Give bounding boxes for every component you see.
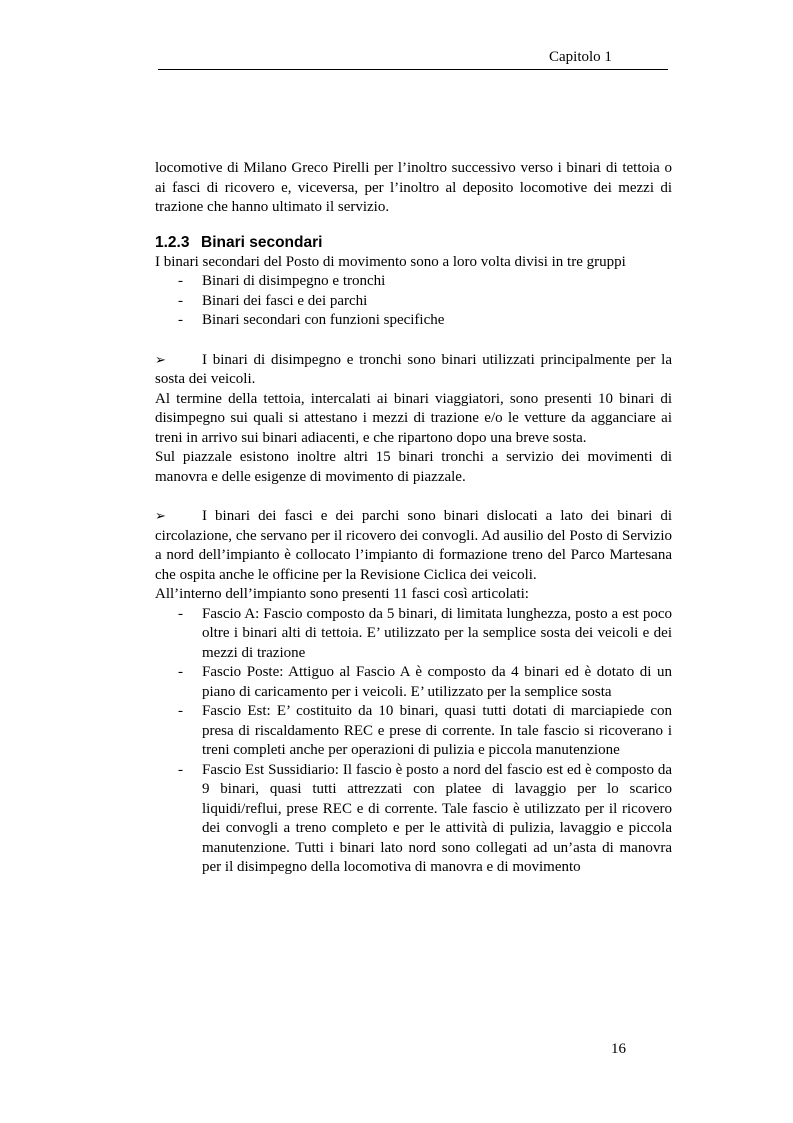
list-item <box>155 311 672 331</box>
list-item <box>155 272 672 292</box>
list-item-text: Fascio A: Fascio composto da 5 binari, di limitata lunghezza, posto a est poco oltre i binari alti di tettoia. E’ utilizzato per la semplice sosta dei veicoli e dei mezzi di trazione <box>202 605 672 661</box>
dash-bullet: - <box>178 664 183 680</box>
dash-bullet: - <box>178 292 183 309</box>
groups-list <box>155 272 672 331</box>
spacer <box>155 331 672 351</box>
block2-paragraph-2: All’interno dell’impianto sono presenti 11 fasci così articolati: <box>155 586 529 602</box>
block1-paragraph-2: Al termine della tettoia, intercalati ai binari viaggiatori, sono presenti 10 binari di disimpegno sui quali si attestano i mezzi di trazione e/o le vetture da agganciare ai treni in arrivo sui binari adiacenti, e che ripartono dopo una breve sosta. <box>155 390 672 446</box>
list-item-text: Fascio Est Sussidiario: Il fascio è posto a nord del fascio est ed è composto da 9 binari, quasi tutti attrezzati con platee di lavaggio per lo scarico liquidi/reflui, prese REC e di corrente. Tale fascio è utilizzato per il ricovero dei convogli a treno completo e per le attività di pulizia, lavaggio e piccola manutenzione. Tutti i binari lato nord sono collegati ad un’asta di manovra per il disimpegno della locomotiva di manovra e di movimento <box>202 761 672 875</box>
dash-bullet: - <box>178 273 183 289</box>
list-item-text: Fascio Est: E’ costituito da 10 binari, quasi tutti dotati di marciapiede con presa di riscaldamento REC e prese di corrente. In tale fascio si ricoverano i treni completi anche per operazioni di pulizia e piccola manutenzione <box>202 703 672 758</box>
block1-paragraph-3: Sul piazzale esistono inoltre altri 15 binari tronchi a servizio dei movimenti di manovra e delle esigenze di movimento di piazzale. <box>155 449 672 485</box>
dash-bullet: - <box>178 703 183 719</box>
fasci-list <box>155 605 672 878</box>
running-head-chapter: Capitolo 1 <box>549 49 612 65</box>
dash-bullet: - <box>178 605 183 622</box>
list-item-text: Binari dei fasci e dei parchi <box>202 292 368 309</box>
dash-bullet: - <box>178 312 183 328</box>
section-title: Binari secondari <box>201 233 323 251</box>
list-item-text: Fascio Poste: Attiguo al Fascio A è composto da 4 binari ed è dotato di un piano di caricamento per i veicoli. E’ utilizzato per la semplice sosta <box>202 664 672 700</box>
block1-lead-text: I binari di disimpegno e tronchi sono binari utilizzati principalmente per la sosta dei veicoli. <box>155 351 672 387</box>
arrow-bullet-icon: ➢ <box>155 352 166 368</box>
block1-lead <box>155 351 672 390</box>
list-item <box>155 292 672 312</box>
list-item <box>155 761 672 878</box>
intro-paragraph: locomotive di Milano Greco Pirelli per l’inoltro successivo verso i binari di tettoia o ai fasci di ricovero e, viceversa, per l’inoltro al deposito locomotive dei mezzi di trazione che hanno ultimato il servizio. <box>155 160 672 215</box>
list-item <box>155 663 672 702</box>
arrow-bullet-icon: ➢ <box>155 509 166 524</box>
section-number: 1.2.3 <box>155 233 190 251</box>
list-item-text: Binari secondari con funzioni specifiche <box>202 312 445 328</box>
section-intro: I binari secondari del Posto di movimento sono a loro volta divisi in tre gruppi <box>155 253 626 270</box>
section-heading <box>155 232 672 253</box>
page-number: 16 <box>611 1041 626 1057</box>
spacer <box>155 487 672 507</box>
list-item-text: Binari di disimpegno e tronchi <box>202 273 386 289</box>
block2-lead <box>155 507 672 585</box>
page-body <box>155 159 672 878</box>
dash-bullet: - <box>178 761 183 778</box>
block2-lead-text: I binari dei fasci e dei parchi sono binari dislocati a lato dei binari di circolazione, che servano per il ricovero dei convogli. Ad ausilio del Posto di Servizio a nord dell’impianto è collocato l’impianto di formazione treno del Parco Martesana che ospita anche le officine per la Revisione Ciclica dei veicoli. <box>155 508 672 583</box>
header-rule <box>158 69 668 70</box>
list-item <box>155 702 672 761</box>
list-item <box>155 605 672 664</box>
